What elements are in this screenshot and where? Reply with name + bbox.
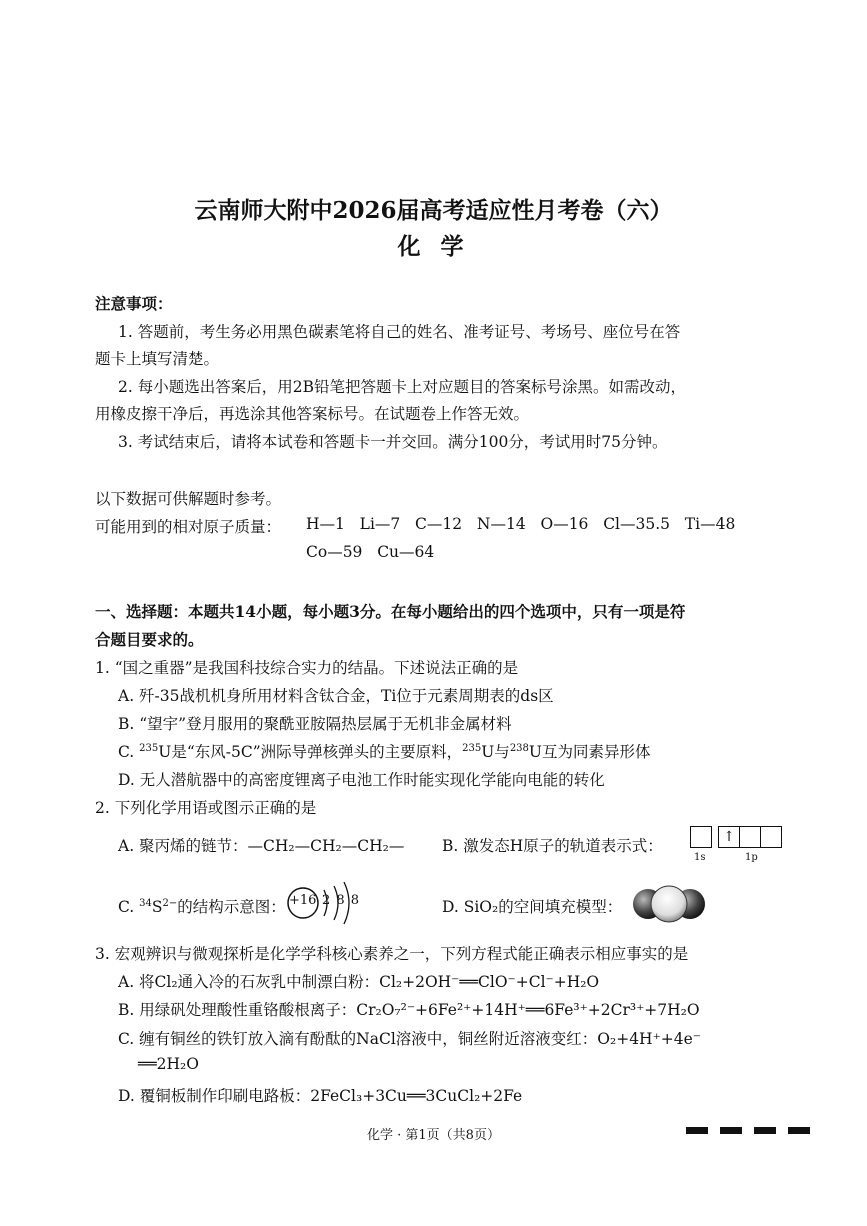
sio2-model-svg	[632, 884, 712, 924]
notice-item-3: 3. 考试结束后，请将本试卷和答题卡一并交回。满分100分，考试用时75分钟。	[118, 433, 668, 451]
q2-option-d: D. SiO₂的空间填充模型：	[442, 898, 623, 916]
orbital-label-1s: 1s	[694, 852, 706, 863]
footer-mark-4	[788, 1127, 810, 1134]
q1-option-d: D. 无人潜航器中的高密度锂离子电池工作时能实现化学能向电能的转化	[118, 771, 605, 789]
q3-option-b: B. 用绿矾处理酸性重铬酸根离子：Cr₂O₇²⁻+6Fe²⁺+14H⁺══6Fe³⁺+2Cr³⁺+7H₂O	[118, 1001, 700, 1019]
q2-stem: 2. 下列化学用语或图示正确的是	[95, 799, 317, 817]
exam-title: 云南师大附中2026届高考适应性月考卷（六）	[194, 197, 673, 224]
reference-label: 可能用到的相对原子质量：	[95, 518, 282, 536]
orbital-box-1p-2	[740, 826, 761, 848]
subject-title: 化 学	[397, 233, 470, 260]
q2-option-b: B. 激发态H原子的轨道表示式：	[442, 837, 663, 855]
nucleus-charge: +16	[289, 893, 317, 908]
q3-stem: 3. 宏观辨识与微观探析是化学学科核心素养之一，下列方程式能正确表示相应事实的是	[95, 945, 689, 963]
sio2-space-filling-model	[632, 884, 712, 924]
reference-intro: 以下数据可供解题时参考。	[95, 490, 282, 508]
orbital-box-1p-3	[761, 826, 782, 848]
q1-stem: 1. “国之重器”是我国科技综合实力的结晶。下述说法正确的是	[95, 659, 519, 677]
section-1-line-2: 合题目要求的。	[95, 630, 204, 649]
notice-item-2-line-1: 2. 每小题选出答案后，用2B铅笔把答题卡上对应题目的答案标号涂黑。如需改动，	[118, 378, 686, 396]
orbital-box-1s	[690, 826, 712, 848]
notice-item-1-line-1: 1. 答题前，考生务必用黑色碳素笔将自己的姓名、准考证号、考场号、座位号在答	[118, 323, 681, 341]
q1-option-a: A. 歼-35战机机身所用材料含钛合金，Ti位于元素周期表的ds区	[118, 687, 554, 705]
footer-mark-2	[720, 1127, 742, 1134]
q3-option-c-line-2: ══2H₂O	[138, 1055, 199, 1073]
orbital-label-1p: 1p	[745, 852, 758, 863]
q1-option-b: B. “望宇”登月服用的聚酰亚胺隔热层属于无机非金属材料	[118, 715, 512, 733]
notice-item-1-line-2: 题卡上填写清楚。	[95, 350, 220, 368]
electron-shells: 2 8 8	[322, 893, 361, 908]
silicon-atom	[651, 886, 687, 922]
q2-option-a: A. 聚丙烯的链节：—CH₂—CH₂—CH₂—	[118, 837, 405, 855]
q3-option-d: D. 覆铜板制作印刷电路板：2FeCl₃+3Cu══3CuCl₂+2Fe	[118, 1087, 523, 1105]
q3-option-a: A. 将Cl₂通入冷的石灰乳中制漂白粉：Cl₂+2OH⁻══ClO⁻+Cl⁻+H₂O	[118, 973, 600, 991]
orbital-box-1p-1: ↑	[718, 826, 740, 848]
notice-heading: 注意事项：	[95, 294, 173, 313]
atomic-masses-line-2: Co—59 Cu—64	[306, 543, 435, 561]
q3-option-c-line-1: C. 缠有铜丝的铁钉放入滴有酚酞的NaCl溶液中，铜丝附近溶液变红：O₂+4H⁺+4e⁻	[118, 1030, 701, 1048]
sulfide-ion-structure-diagram	[284, 878, 364, 928]
page-number: 化学 · 第1页（共8页）	[367, 1128, 500, 1143]
q2-option-c: C. $^{34}S^{2-}$的结构示意图：	[118, 897, 286, 916]
footer-mark-3	[754, 1127, 776, 1134]
footer-mark-1	[686, 1127, 708, 1134]
section-1-line-1: 一、选择题：本题共14小题，每小题3分。在每小题给出的四个选项中，只有一项是符	[95, 602, 686, 621]
q1-option-c: C. $^{235}$U是“东风-5C”洲际导弹核弹头的主要原料，$^{235}$U与$^{238}$U互为同素异形体	[118, 742, 651, 761]
orbital-diagram	[690, 826, 785, 866]
atomic-masses-line-1: H—1 Li—7 C—12 N—14 O—16 Cl—35.5 Ti—48	[306, 515, 736, 533]
notice-item-2-line-2: 用橡皮擦干净后，再选涂其他答案标号。在试题卷上作答无效。	[95, 405, 530, 423]
